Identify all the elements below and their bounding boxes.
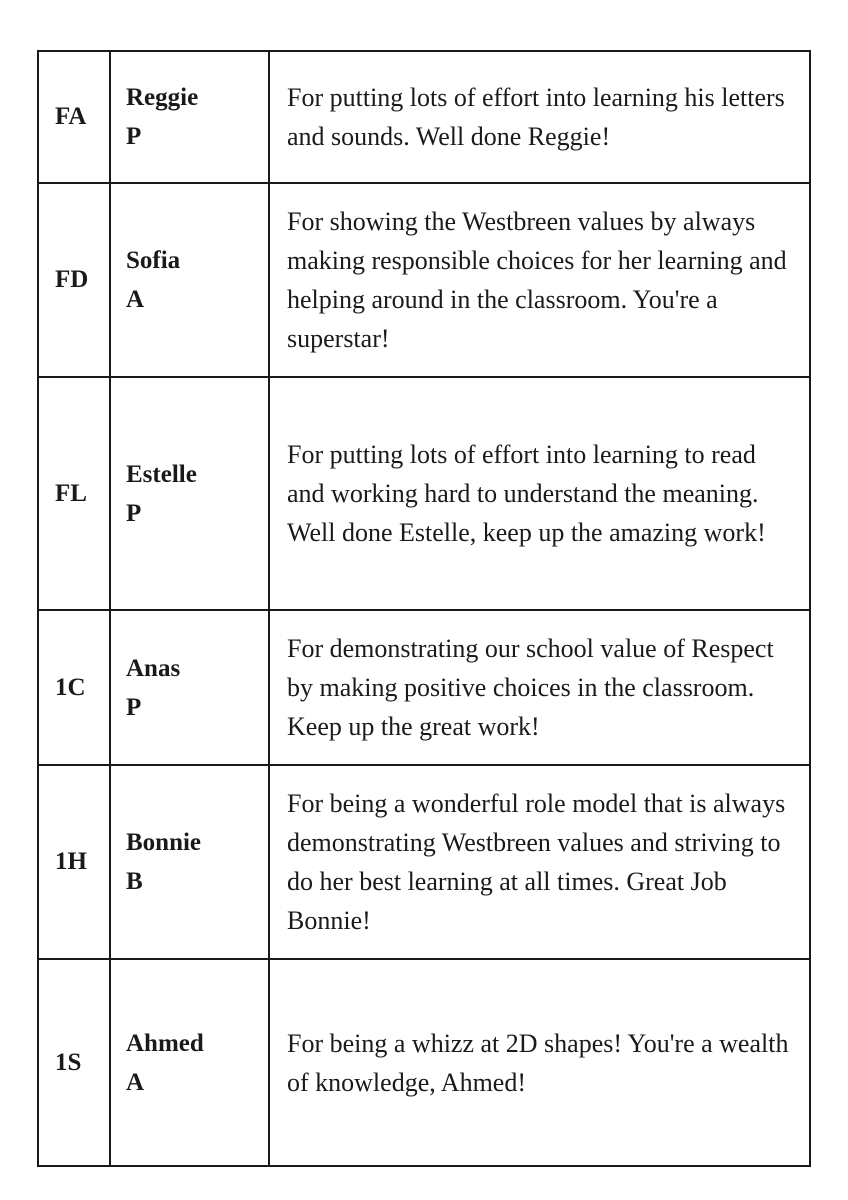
award-message: For putting lots of effort into learning his letters and sounds. Well done Reggie!	[269, 51, 810, 183]
award-message: For being a whizz at 2D shapes! You're a wealth of knowledge, Ahmed!	[269, 959, 810, 1166]
student-name	[110, 765, 269, 959]
award-message: For showing the Westbreen values by always making responsible choices for her learning and helping around in the classroom. You're a superstar!	[269, 183, 810, 377]
student-first-name: Bonnie	[126, 829, 202, 856]
class-code: FD	[38, 183, 110, 377]
class-code: 1H	[38, 765, 110, 959]
table-row	[38, 51, 810, 183]
class-code: FL	[38, 377, 110, 610]
awards-table	[37, 50, 811, 1167]
student-initial: A	[126, 286, 145, 313]
student-first-name: Estelle	[126, 460, 197, 488]
student-initial: A	[126, 1068, 145, 1096]
table-row	[38, 765, 810, 959]
award-message: For demonstrating our school value of Respect by making positive choices in the classroom. Keep up the great work!	[269, 610, 810, 765]
student-name	[110, 959, 269, 1166]
table-row	[38, 377, 810, 610]
student-initial: B	[126, 868, 143, 895]
student-initial: P	[126, 693, 142, 721]
student-name	[110, 610, 269, 765]
student-initial: P	[126, 499, 142, 527]
award-message: For being a wonderful role model that is always demonstrating Westbreen values and striving to do her best learning at all times. Great Job Bonnie!	[269, 765, 810, 959]
student-name	[110, 183, 269, 377]
student-first-name: Sofia	[126, 247, 181, 274]
student-first-name: Reggie	[126, 84, 199, 111]
award-message: For putting lots of effort into learning to read and working hard to understand the meaning. Well done Estelle, keep up the amazing work!	[269, 377, 810, 610]
student-first-name: Ahmed	[126, 1029, 204, 1057]
student-first-name: Anas	[126, 654, 181, 682]
table-row	[38, 183, 810, 377]
student-initial: P	[126, 123, 142, 150]
student-name	[110, 377, 269, 610]
table-row	[38, 610, 810, 765]
class-code: 1S	[38, 959, 110, 1166]
class-code: 1C	[38, 610, 110, 765]
student-name	[110, 51, 269, 183]
table-row	[38, 959, 810, 1166]
class-code: FA	[38, 51, 110, 183]
